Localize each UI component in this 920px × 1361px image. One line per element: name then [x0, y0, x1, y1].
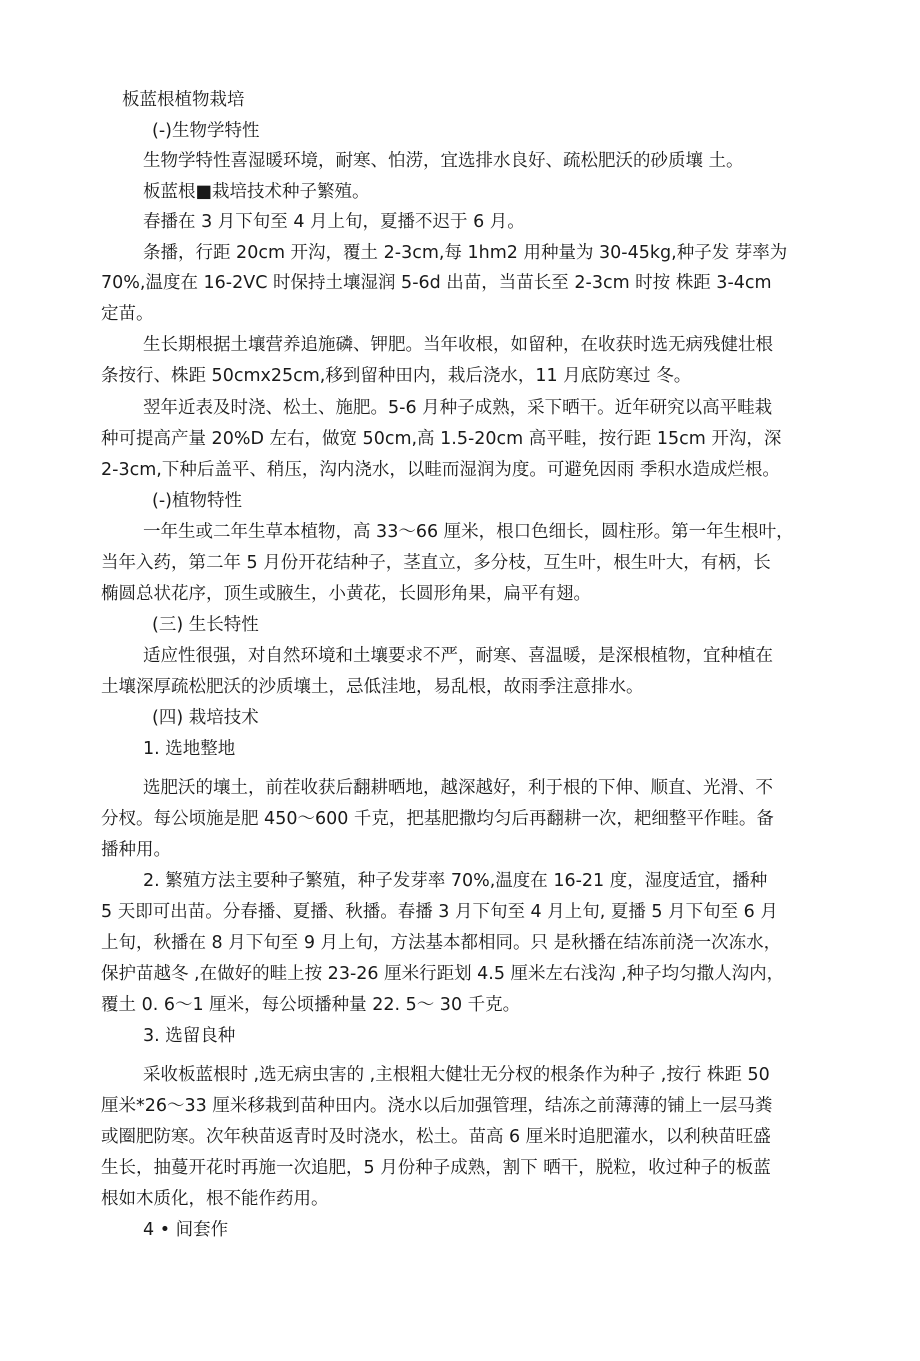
paragraph-line: 春播在 3 月下旬至 4 月上旬，夏播不迟于 6 月。 [143, 212, 525, 232]
numbered-paragraph-2: 2. 繁殖方法主要种子繁殖，种子发芽率 70%,温度在 16-21 度，湿度适宜，播种 [143, 871, 768, 891]
paragraph-line: 一年生或二年生草本植物，高 33～66 厘米，根口色细长，圆柱形。第一年生根叶， [143, 522, 794, 542]
paragraph-line: 椭圆总状花序，顶生或腋生，小黄花，长圆形角果，扁平有翅。 [101, 584, 591, 604]
paragraph-line: 70%,温度在 16-2VC 时保持土壤湿润 5-6d 出苗，当苗长至 2-3cm 时按 株距 3-4cm [101, 273, 772, 293]
paragraph-line: 适应性很强，对自然环境和土壤要求不严，耐寒、喜温暖，是深根植物，宜种植在 [143, 646, 773, 666]
paragraph-line: 5 天即可出苗。分春播、夏播、秋播。春播 3 月下旬至 4 月上旬, 夏播 5 月下旬至 6 月 [101, 902, 778, 922]
section-heading-biology: (-)生物学特性 [152, 121, 260, 141]
numbered-heading-4: 4 • 间套作 [143, 1220, 229, 1240]
section-heading-cultivation: (四) 栽培技术 [152, 708, 259, 728]
paragraph-line: 厘米*26～33 厘米移栽到苗种田内。浇水以后加强管理，结冻之前薄薄的铺上一层马粪 [101, 1096, 773, 1116]
paragraph-line: 条按行、株距 50cmx25cm,移到留种田内，栽后浇水，11 月底防寒过 冬。 [101, 366, 692, 386]
document-title: 板蓝根植物栽培 [122, 90, 245, 110]
numbered-heading-1: 1. 选地整地 [143, 739, 236, 759]
paragraph-line: 定苗。 [101, 304, 154, 324]
paragraph-line: 种可提高产量 20%D 左右，做宽 50cm,高 1.5-20cm 高平畦，按行距 15cm 开沟，深 [101, 429, 782, 449]
paragraph-line: 翌年近表及时浇、松土、施肥。5-6 月种子成熟，采下晒干。近年研究以高平畦栽 [143, 398, 773, 418]
paragraph-line: 2-3cm,下种后盖平、稍压，沟内浇水，以畦而湿润为度。可避免因雨 季积水造成烂根。 [101, 460, 780, 480]
paragraph-line: 板蓝根■栽培技术种子繁殖。 [143, 182, 370, 202]
section-heading-plant: (-)植物特性 [152, 491, 242, 511]
paragraph-line: 上旬，秋播在 8 月下旬至 9 月上旬，方法基本都相同。只 是秋播在结冻前浇一次冻水， [101, 933, 782, 953]
numbered-heading-3: 3. 选留良种 [143, 1026, 236, 1046]
paragraph-line: 覆土 0. 6～1 厘米，每公顷播种量 22. 5～ 30 千克。 [101, 995, 521, 1015]
paragraph-line: 分杈。每公顷施是肥 450～600 千克，把基肥撒均匀后再翻耕一次，耙细整平作畦。备 [101, 809, 774, 829]
paragraph-line: 保护苗越冬 ,在做好的畦上按 23-26 厘米行距划 4.5 厘米左右浅沟 ,种子均匀撒人沟内， [101, 964, 785, 984]
paragraph-line: 或圈肥防寒。次年秧苗返青时及时浇水，松土。苗高 6 厘米时追肥灌水，以利秧苗旺盛 [101, 1127, 771, 1147]
paragraph-line: 土壤深厚疏松肥沃的沙质壤土，忌低洼地，易乱根，故雨季注意排水。 [101, 677, 644, 697]
paragraph-line: 采收板蓝根时 ,选无病虫害的 ,主根粗大健壮无分杈的根条作为种子 ,按行 株距 50 [143, 1065, 770, 1085]
paragraph-line: 生长期根据土壤营养追施磷、钾肥。当年收根，如留种，在收获时选无病残健壮根 [143, 335, 773, 355]
paragraph-line: 根如木质化，根不能作药用。 [101, 1189, 329, 1209]
paragraph-line: 生物学特性喜湿暖环境，耐寒、怕涝，宜选排水良好、疏松肥沃的砂质壤 土。 [143, 151, 744, 171]
paragraph-line: 当年入药，第二年 5 月份开花结种子，茎直立，多分枝，互生叶，根生叶大，有柄，长 [101, 553, 771, 573]
paragraph-line: 生长，抽蔓开花时再施一次追肥，5 月份种子成熟，割下 晒干，脱粒，收过种子的板蓝 [101, 1158, 771, 1178]
paragraph-line: 条播，行距 20cm 开沟，覆土 2-3cm,每 1hm2 用种量为 30-45kg,种子发 芽率为 [143, 243, 788, 263]
paragraph-line: 播种用。 [101, 840, 171, 860]
section-heading-growth: (三) 生长特性 [152, 615, 259, 635]
paragraph-line: 选肥沃的壤土，前茬收获后翻耕晒地，越深越好，利于根的下伸、顺直、光滑、不 [143, 778, 773, 798]
